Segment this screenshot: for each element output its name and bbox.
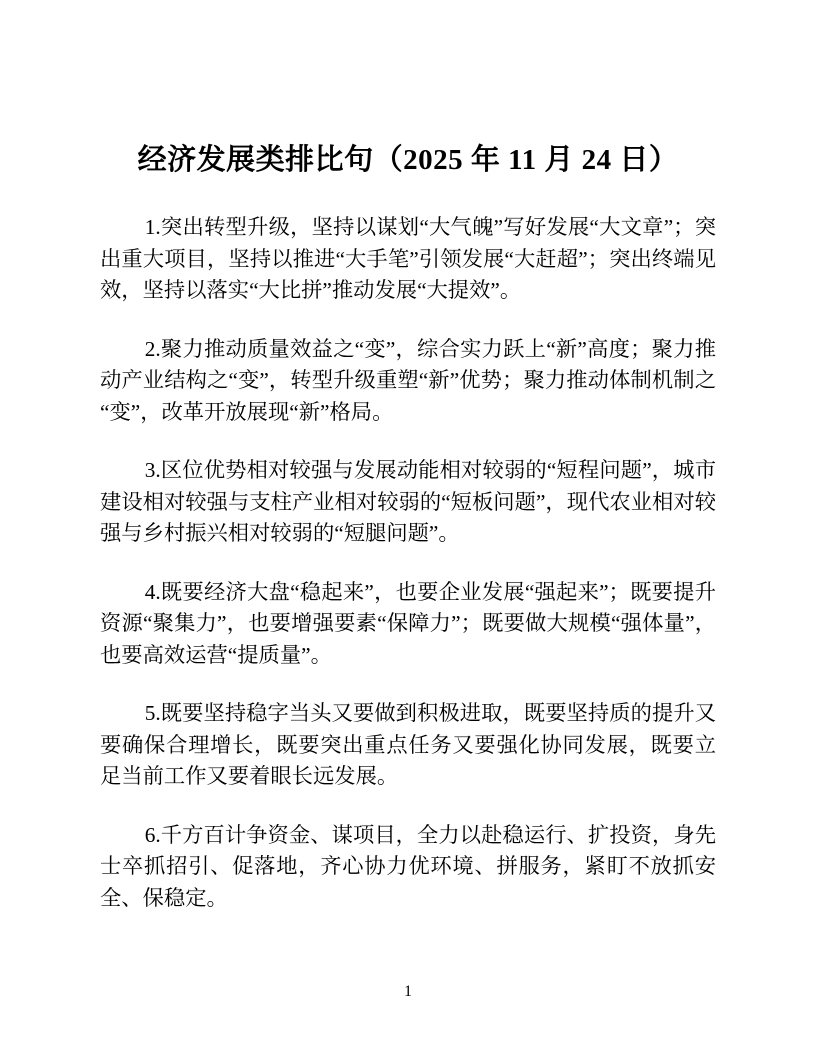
page-number: 1 — [404, 983, 412, 1000]
body-paragraph-6: 6.千方百计争资金、谋项目，全力以赴稳运行、扩投资，身先士卒抓招引、促落地，齐心协力优环境、拼服务，紧盯不放抓安全、保稳定。 — [100, 822, 716, 910]
document-body — [100, 140, 716, 941]
body-paragraph-4: 4.既要经济大盘“稳起来”，也要企业发展“强起来”；既要提升资源“聚集力”，也要增强要素“保障力”；既要做大规模“强体量”，也要高效运营“提质量”。 — [100, 579, 716, 667]
body-paragraph-5: 5.既要坚持稳字当头又要做到积极进取，既要坚持质的提升又要确保合理增长，既要突出重点任务又要强化协同发展，既要立足当前工作又要着眼长远发展。 — [100, 701, 716, 788]
document-title: 经济发展类排比句（2025 年 11 月 24 日） — [137, 144, 679, 176]
body-paragraph-3: 3.区位优势相对较强与发展动能相对较弱的“短程问题”，城市建设相对较强与支柱产业相对较弱的“短板问题”，现代农业相对较强与乡村振兴相对较弱的“短腿问题”。 — [100, 458, 716, 545]
body-paragraph-1: 1.突出转型升级，坚持以谋划“大气魄”写好发展“大文章”；突出重大项目，坚持以推进“大手笔”引领发展“大赶超”；突出终端见效，坚持以落实“大比拼”推动发展“大提效”。 — [100, 215, 716, 302]
body-paragraph-2: 2.聚力推动质量效益之“变”，综合实力跃上“新”高度；聚力推动产业结构之“变”，转型升级重塑“新”优势；聚力推动体制机制之“变”，改革开放展现“新”格局。 — [100, 336, 716, 424]
